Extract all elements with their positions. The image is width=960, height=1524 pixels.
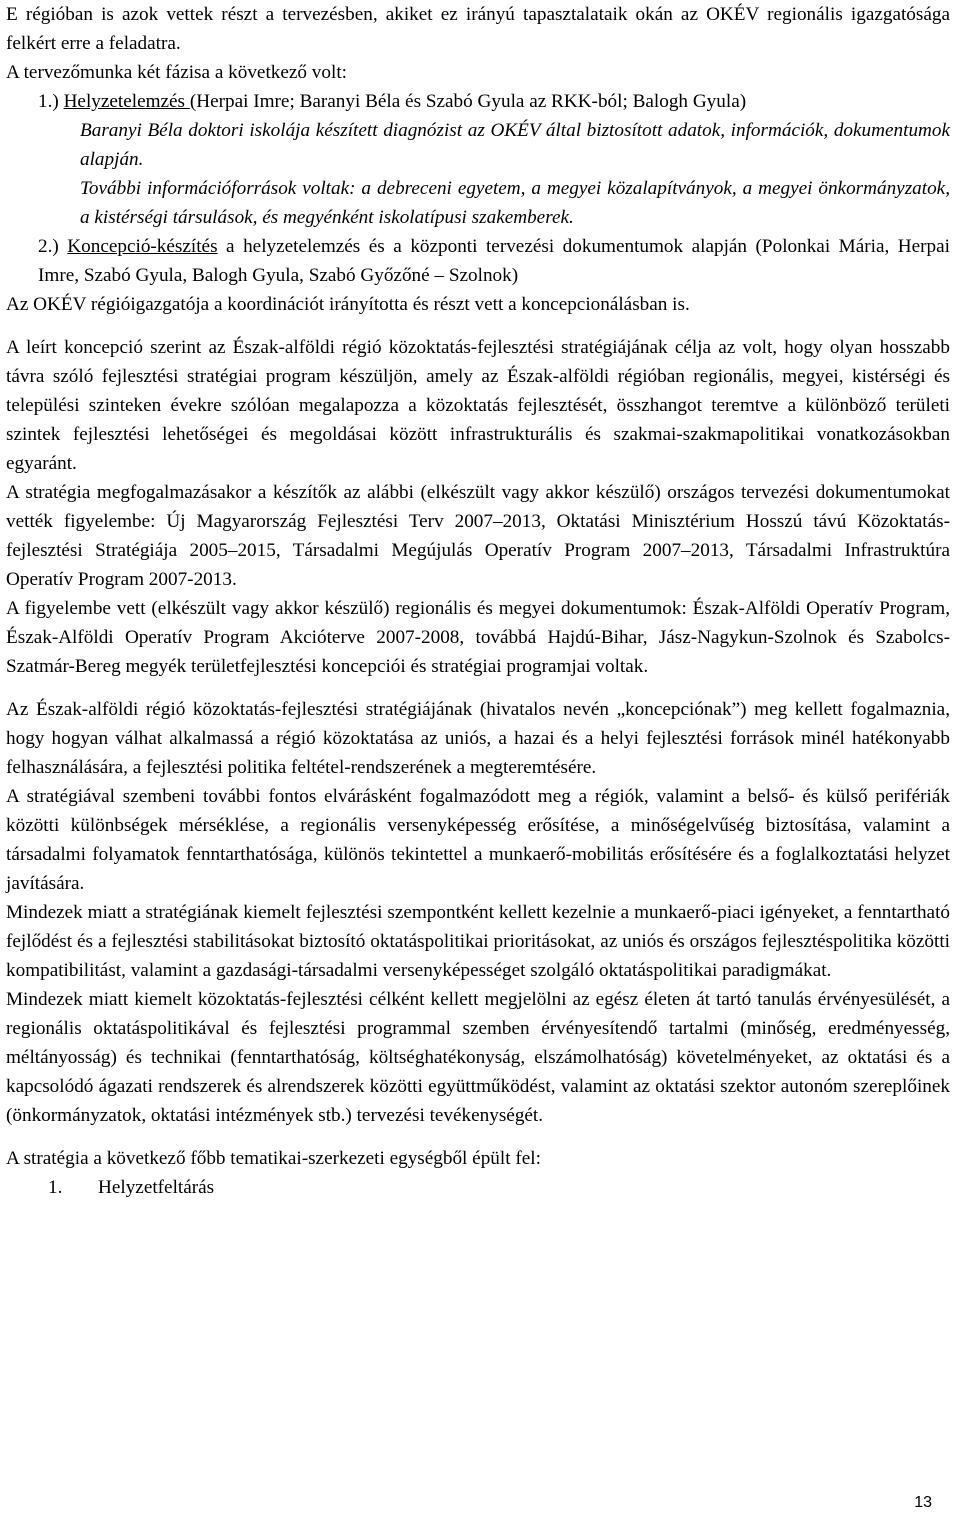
intro-paragraph: E régióban is azok vettek részt a tervezésben, akiket ez irányú tapasztalataik okán az OKÉV regionális igazgatósága felkért erre a feladatra.	[6, 4, 950, 54]
paragraph-strategia-feladata: Az Észak-alföldi régió közoktatás-fejlesztési stratégiájának (hivatalos nevén „koncepciónak”) meg kellett fogalmaznia, hogy hogyan válhat alkalmassá a régió közoktatása az uniós, a hazai és a helyi fejlesztési források minél hatékonyabb felhasználására, a fejlesztési politika feltétel-rendszerének a megteremtésére.	[6, 699, 950, 778]
list-item-number: 1.	[48, 1177, 63, 1198]
phase-1-rest: (Herpai Imre; Baranyi Béla és Szabó Gyula az RKK-ból; Balogh Gyula)	[189, 91, 747, 112]
list-item	[6, 1173, 950, 1202]
paragraph-regionalis-dokumentumok: A figyelembe vett (elkészült vagy akkor készülő) regionális és megyei dokumentumok: Észak-Alföldi Operatív Program, Észak-Alföldi Operatív Program Akcióterve 2007-2008, továbbá Hajdú-Bihar, Jász-Nagykun-Szolnok és Szabolcs-Szatmár-Bereg megyék területfejlesztési koncepciói és stratégiai programjai voltak.	[6, 598, 950, 677]
list-item-text: Helyzetfeltárás	[98, 1177, 215, 1198]
phase-2-number: 2.)	[38, 236, 59, 257]
phase-2-rest: a helyzetelemzés és a központi tervezési dokumentumok alapján (Polonkai Mária, Herpai Imre, Szabó Gyula, Balogh Gyula, Szabó Győzőné – Szolnok)	[38, 236, 950, 286]
phase-1-title: Helyzetelemzés	[63, 91, 190, 112]
okev-sentence: Az OKÉV régióigazgatója a koordinációt irányította és részt vett a koncepcionálásban is.	[6, 294, 690, 315]
page-number: 13	[914, 1494, 932, 1511]
phase-1-note-1: Baranyi Béla doktori iskolája készített diagnózist az OKÉV által biztosított adatok, információk, dokumentumok alapján.	[80, 120, 950, 170]
paragraph-fejlesztesi-celok: Mindezek miatt kiemelt közoktatás-fejlesztési célként kellett megjelölni az egész életen át tartó tanulás érvényesülését, a regionális oktatáspolitikával és fejlesztési programmal szemben érvényesítendő tartalmi (minőség, eredményesség, méltányosság) és technikai (fenntarthatóság, költséghatékonyság, elszámolhatóság) követelményeket, az oktatási és a kapcsolódó ágazati rendszerek és alrendszerek közötti együttműködést, valamint az oktatási szektor autonóm szereplőinek (önkormányzatok, oktatási intézmények stb.) tervezési tevékenységét.	[6, 989, 950, 1126]
phase-1-note-2: További információforrások voltak: a debreceni egyetem, a megyei közalapítványok, a megyei önkormányzatok, a kistérségi társulások, és megyénként iskolatípusi szakemberek.	[80, 178, 950, 228]
paragraph-elvarasok: A stratégiával szembeni további fontos elvárásként fogalmazódott meg a régiók, valamint a belső- és külső perifériák közötti különbségek mérséklése, a regionális versenyképesség erősítése, a minőségelvűség biztosítása, valamint a társadalmi folyamatok fenntarthatósága, különös tekintettel a munkaerő-mobilitás erősítésére és a foglalkoztatási helyzet javítására.	[6, 786, 950, 894]
phase-1	[6, 87, 950, 116]
paragraph-fejlesztesi-szempontok: Mindezek miatt a stratégiának kiemelt fejlesztési szempontként kellett kezelnie a munkaerő-piaci igényeket, a fenntartható fejlődést és a fejlesztési stabilitásokat biztosító oktatáspolitikai prioritásokat, az uniós és országos fejlesztéspolitika közötti kompatibilitást, valamint a gazdasági-társadalmi versenyképességet szolgáló oktatáspolitikai paradigmákat.	[6, 902, 950, 981]
phases-intro: A tervezőmunka két fázisa a következő volt:	[6, 62, 347, 83]
paragraph-egysegek-intro: A stratégia a következő főbb tematikai-szerkezeti egységből épült fel:	[6, 1148, 541, 1169]
phase-2	[6, 232, 950, 290]
paragraph-koncepcio-celja: A leírt koncepció szerint az Észak-alföldi régió közoktatás-fejlesztési stratégiájának célja az volt, hogy olyan hosszabb távra szóló fejlesztési stratégiai program készüljön, amely az Észak-alföldi régióban regionális, megyei, kistérségi és települési szinteken évekre szólóan megalapozza a közoktatás fejlesztését, összhangot teremtve a különböző területi szintek fejlesztési lehetőségei és megoldásai között infrastrukturális és szakmai-szakmapolitikai vonatkozásokban egyaránt.	[6, 337, 950, 474]
paragraph-orszagos-dokumentumok: A stratégia megfogalmazásakor a készítők az alábbi (elkészült vagy akkor készülő) országos tervezési dokumentumokat vették figyelembe: Új Magyarország Fejlesztési Terv 2007–2013, Oktatási Minisztérium Hosszú távú Közoktatás-fejlesztési Stratégiája 2005–2015, Társadalmi Megújulás Operatív Program 2007–2013, Társadalmi Infrastruktúra Operatív Program 2007-2013.	[6, 482, 950, 590]
document-page	[6, 0, 950, 1202]
phase-1-number: 1.)	[38, 91, 59, 112]
phase-2-title: Koncepció-készítés	[67, 236, 218, 257]
